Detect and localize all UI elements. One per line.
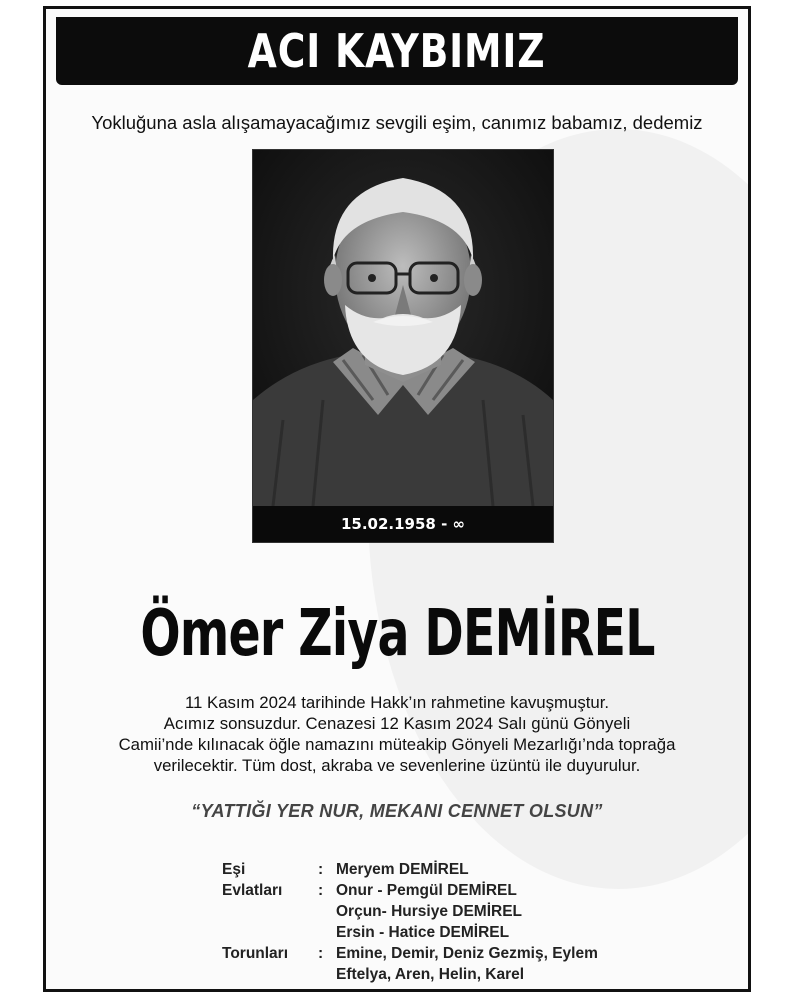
header-title: ACI KAYBIMIZ xyxy=(248,24,546,78)
family-member: Eftelya, Aren, Helin, Karel xyxy=(336,966,525,983)
deceased-name-text: Ömer Ziya DEMİREL xyxy=(139,597,655,671)
announcement-line: verilecektir. Tüm dost, akraba ve sevenlerine üzüntü ile duyurulur. xyxy=(153,756,641,775)
family-list xyxy=(222,859,598,985)
family-colon: : xyxy=(318,945,324,962)
announcement-text xyxy=(106,692,688,776)
family-member: Onur - Pemgül DEMİREL xyxy=(336,882,517,899)
intro-text: Yokluğuna asla alışamayacağımız sevgili eşim, canımız babamız, dedemiz xyxy=(91,112,703,133)
family-label: Torunları xyxy=(222,945,289,962)
obituary-frame xyxy=(43,6,751,992)
portrait-photo xyxy=(252,149,554,543)
announcement-line: 11 Kasım 2024 tarihinde Hakk’ın rahmetine kavuşmuştur. xyxy=(184,693,610,712)
family-colon: : xyxy=(318,861,324,878)
deceased-name xyxy=(46,597,748,671)
family-row-grandchildren xyxy=(222,943,598,985)
family-member: Orçun- Hursiye DEMİREL xyxy=(336,903,523,920)
family-member: Emine, Demir, Deniz Gezmiş, Eylem xyxy=(336,945,598,962)
family-row-children xyxy=(222,880,598,943)
family-row-spouse xyxy=(222,859,598,880)
family-colon: : xyxy=(318,882,324,899)
family-member: Meryem DEMİREL xyxy=(336,861,469,878)
family-label: Evlatları xyxy=(222,882,283,899)
announcement-line: Acımız sonsuzdur. Cenazesi 12 Kasım 2024 Salı günü Gönyeli xyxy=(163,714,631,733)
header-banner xyxy=(56,17,738,85)
family-label: Eşi xyxy=(222,861,246,878)
announcement-line: Camii’nde kılınacak öğle namazını müteakip Gönyeli Mezarlığı’nda toprağa xyxy=(118,735,676,754)
photo-caption: 15.02.1958 - ∞ xyxy=(253,506,553,542)
family-member: Ersin - Hatice DEMİREL xyxy=(336,924,510,941)
portrait-image xyxy=(253,150,553,506)
motto-text: “YATTIĞI YER NUR, MEKANI CENNET OLSUN” xyxy=(191,801,603,821)
